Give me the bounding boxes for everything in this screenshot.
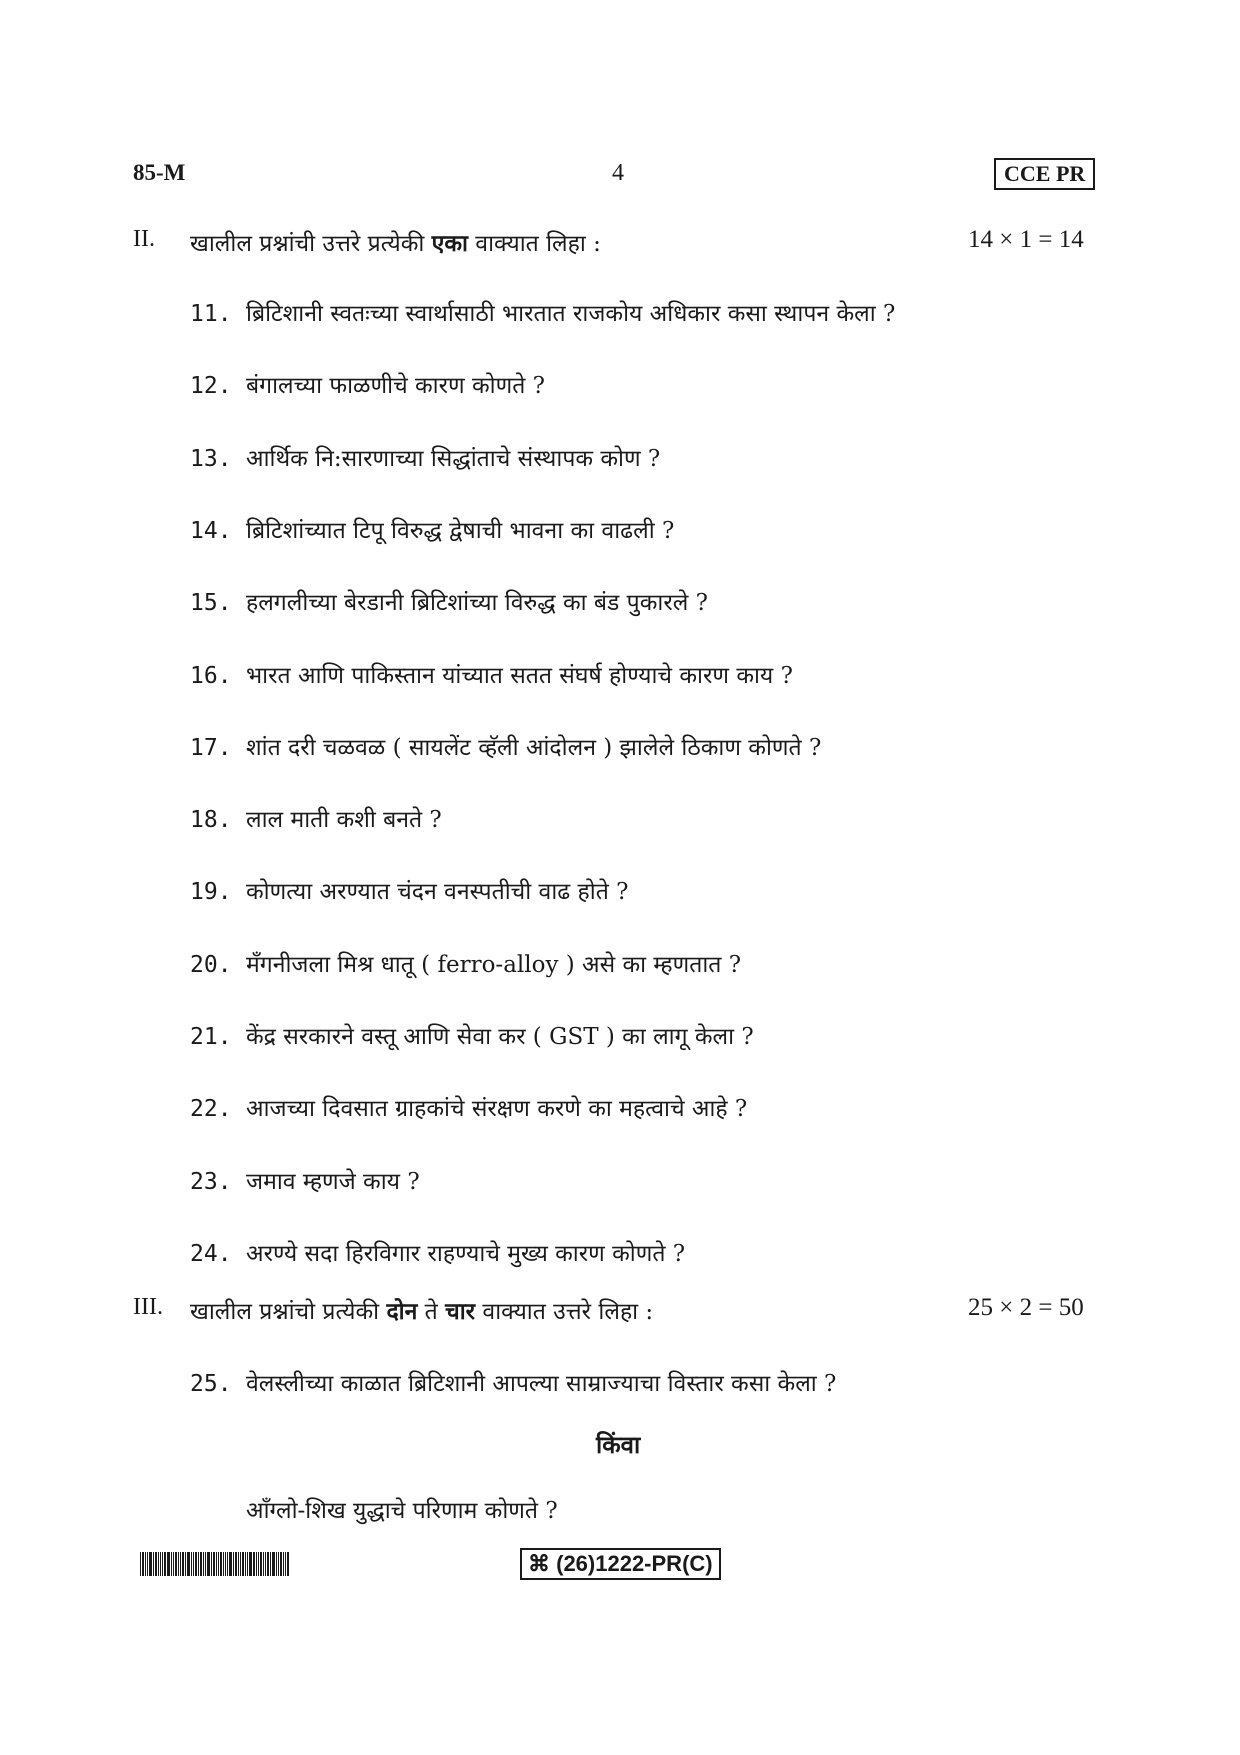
barcode-bar (149, 1552, 152, 1576)
barcode-bar (233, 1552, 234, 1576)
question-item (190, 658, 793, 690)
question-item (190, 1164, 420, 1196)
barcode-bar (160, 1552, 161, 1576)
barcode-bar (205, 1552, 206, 1576)
section-2-instruction: खालील प्रश्नांची उत्तरे प्रत्येकी एका वाक्यात लिहा : (190, 230, 601, 257)
question-text: लाल माती कशी बनते ? (246, 807, 442, 833)
barcode-bar (147, 1552, 148, 1576)
question-text: अरण्ये सदा हिरविगार राहण्याचे मुख्य कारण कोणते ? (246, 1241, 686, 1267)
barcode-bar (238, 1552, 239, 1576)
section-2-marks: 14 × 1 = 14 (968, 226, 1084, 253)
alternative-question: आँग्लो-शिख युद्धाचे परिणाम कोणते ? (246, 1498, 558, 1524)
question-item (190, 1236, 685, 1268)
question-number: 12. (190, 373, 232, 399)
barcode-bar (283, 1552, 284, 1576)
barcode-bar (167, 1552, 170, 1576)
barcode-bar (272, 1552, 275, 1576)
barcode-bar (158, 1552, 159, 1576)
question-number: 22. (190, 1096, 232, 1122)
question-item (190, 585, 708, 617)
question-item (190, 947, 741, 979)
barcode-bar (173, 1552, 174, 1576)
section-2-number: II. (133, 226, 155, 252)
barcode-bar (175, 1552, 177, 1576)
barcode-bar (223, 1552, 224, 1576)
question-text: ब्रिटिशांच्यात टिपू विरुद्ध द्वेषाची भावना का वाढली ? (246, 518, 675, 544)
question-text: केंद्र सरकारने वस्तू आणि सेवा कर ( GST ) का लागू केला ? (246, 1024, 754, 1050)
page-number: 4 (612, 160, 624, 186)
question-number: 17. (190, 735, 232, 761)
barcode-bar (256, 1552, 257, 1576)
barcode-bar (185, 1552, 186, 1576)
cce-pr-box: CCE PR (994, 158, 1095, 190)
barcode-bar (258, 1552, 259, 1576)
barcode-bar (164, 1552, 166, 1576)
question-item (190, 368, 545, 400)
barcode-bar (245, 1552, 246, 1576)
barcode-bar (162, 1552, 163, 1576)
barcode-bar (145, 1552, 146, 1576)
barcode-bar (171, 1552, 172, 1576)
barcode-bar (235, 1552, 237, 1576)
barcode-bar (280, 1552, 282, 1576)
barcode-bar (198, 1552, 199, 1576)
barcode-bar (242, 1552, 244, 1576)
barcode-bar (247, 1552, 248, 1576)
question-number: 18. (190, 807, 232, 833)
section-3-instruction: खालील प्रश्नांचो प्रत्येकी दोन ते चार वाक्यात उत्तरे लिहा : (190, 1298, 654, 1325)
question-text: आर्थिक नि:सारणाच्या सिद्धांताचे संस्थापक कोण ? (246, 446, 661, 472)
barcode-bar (276, 1552, 277, 1576)
barcode-bar (253, 1552, 255, 1576)
barcode-bar (153, 1552, 154, 1576)
barcode-bar (216, 1552, 217, 1576)
question-number: 21. (190, 1024, 232, 1050)
question-item (190, 874, 628, 906)
section-3-marks: 25 × 2 = 50 (968, 1294, 1084, 1321)
barcode-bar (270, 1552, 271, 1576)
question-item (190, 1091, 747, 1123)
barcode-bar (240, 1552, 241, 1576)
barcode-bar (191, 1552, 192, 1576)
question-item (190, 802, 442, 834)
question-item (190, 730, 821, 762)
question-number: 13. (190, 446, 232, 472)
question-number: 14. (190, 518, 232, 544)
question-text: शांत दरी चळवळ ( सायलेंट व्हॅली आंदोलन ) झालेले ठिकाण कोणते ? (246, 735, 822, 761)
barcode-bar (278, 1552, 279, 1576)
question-text: वेलस्लीच्या काळात ब्रिटिशानी आपल्या साम्राज्याचा विस्तार कसा केला ? (246, 1371, 837, 1397)
barcode-bar (265, 1552, 266, 1576)
question-25 (190, 1366, 836, 1398)
barcode-bar (218, 1552, 219, 1576)
question-text: ब्रिटिशानी स्वतःच्या स्वार्थासाठी भारतात राजकोय अधिकार कसा स्थापन केला ? (246, 301, 896, 327)
barcode-bar (187, 1552, 190, 1576)
section-3-number: III. (133, 1294, 163, 1320)
question-number: 15. (190, 590, 232, 616)
paper-code: 85-M (133, 160, 186, 185)
question-item (190, 296, 895, 328)
barcode-bar (140, 1552, 141, 1576)
barcode-bar (287, 1552, 289, 1576)
barcode-bar (211, 1552, 212, 1576)
question-text: कोणत्या अरण्यात चंदन वनस्पतीची वाढ होते ? (246, 879, 629, 905)
question-item (190, 441, 660, 473)
question-number: 11. (190, 301, 232, 327)
question-number: 25. (190, 1371, 232, 1397)
question-text: आजच्या दिवसात ग्राहकांचे संरक्षण करणे का महत्वाचे आहे ? (246, 1096, 748, 1122)
barcode (140, 1552, 352, 1576)
barcode-bar (263, 1552, 264, 1576)
barcode-bar (178, 1552, 179, 1576)
barcode-bar (195, 1552, 197, 1576)
barcode-bar (182, 1552, 184, 1576)
question-number: 16. (190, 663, 232, 689)
question-number: 20. (190, 952, 232, 978)
barcode-bar (225, 1552, 226, 1576)
barcode-bar (142, 1552, 144, 1576)
or-label: किंवा (596, 1430, 641, 1459)
question-text: मँगनीजला मिश्र धातू ( ferro-alloy ) असे का म्हणतात ? (246, 952, 742, 978)
barcode-bar (193, 1552, 194, 1576)
barcode-bar (155, 1552, 157, 1576)
question-text: हलगलीच्या बेरडानी ब्रिटिशांच्या विरुद्ध का बंड पुकारले ? (246, 590, 709, 616)
barcode-bar (249, 1552, 252, 1576)
question-number: 24. (190, 1241, 232, 1267)
barcode-bar (267, 1552, 269, 1576)
question-text: भारत आणि पाकिस्तान यांच्यात सतत संघर्ष होण्याचे कारण काय ? (246, 663, 793, 689)
question-text: जमाव म्हणजे काय ? (246, 1169, 420, 1195)
barcode-bar (207, 1552, 210, 1576)
barcode-bar (260, 1552, 262, 1576)
barcode-bar (220, 1552, 222, 1576)
question-text: बंगालच्या फाळणीचे कारण कोणते ? (246, 373, 545, 399)
barcode-bar (227, 1552, 228, 1576)
question-number: 19. (190, 879, 232, 905)
question-item (190, 1019, 754, 1051)
barcode-bar (200, 1552, 202, 1576)
barcode-bar (203, 1552, 204, 1576)
barcode-bar (229, 1552, 232, 1576)
footer-code: ⌘ (26)1222-PR(C) (520, 1548, 721, 1580)
question-item (190, 513, 674, 545)
barcode-bar (285, 1552, 286, 1576)
barcode-bar (180, 1552, 181, 1576)
barcode-bar (213, 1552, 215, 1576)
question-number: 23. (190, 1169, 232, 1195)
